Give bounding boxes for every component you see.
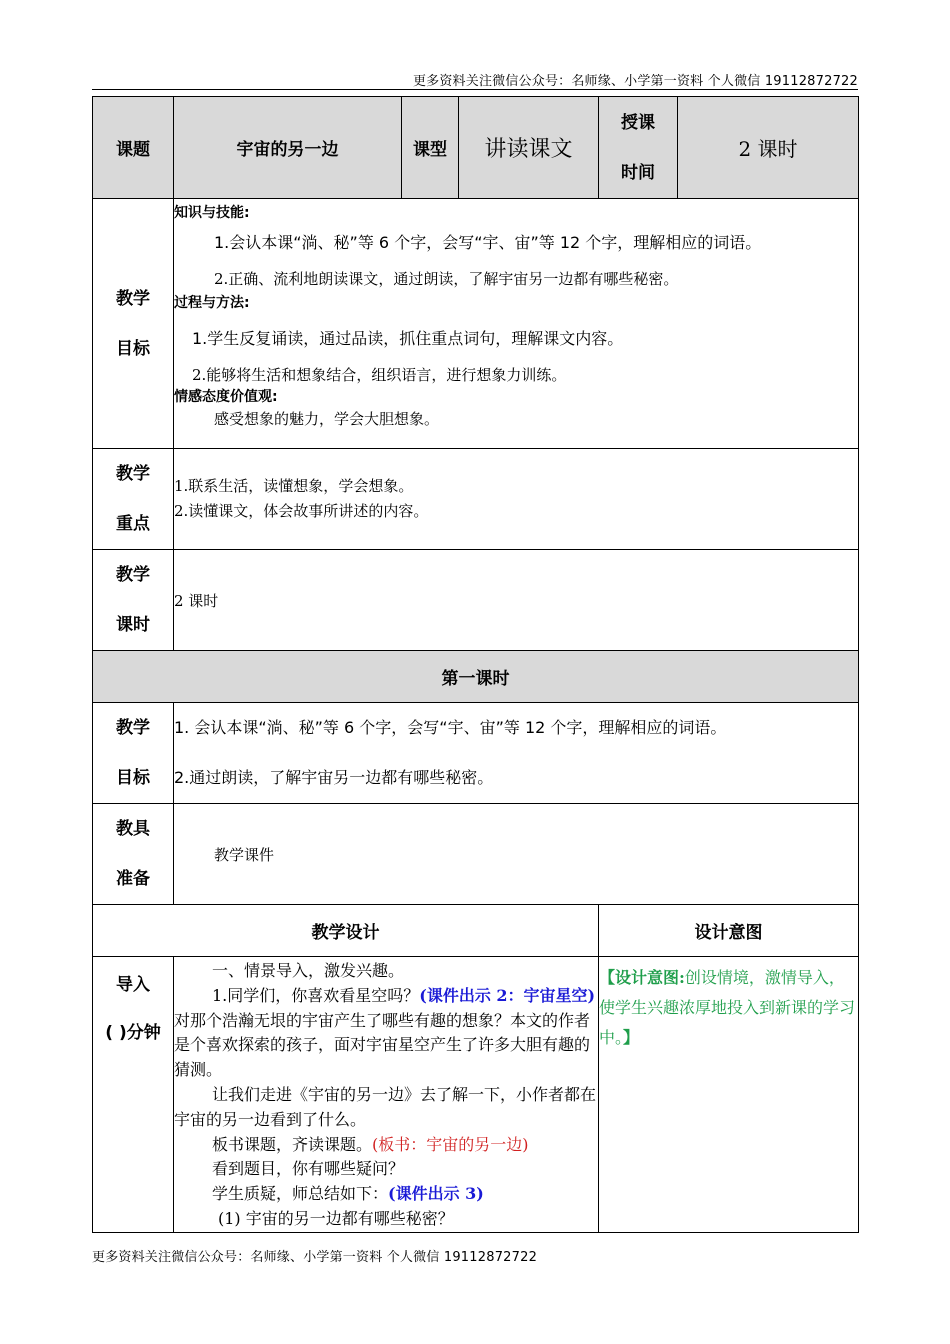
lesson-one-goal-1: 1. 会认本课“淌、秘”等 6 个字，会写“宇、宙”等 12 个字，理解相应的词语。 bbox=[174, 718, 727, 737]
intro-row bbox=[93, 957, 859, 1233]
intro-p4-a: 板书课题，齐读课题。 bbox=[212, 1134, 373, 1154]
tools-value: 教学课件 bbox=[214, 845, 275, 864]
goals-label-cell bbox=[93, 199, 174, 449]
lesson-one-goals-label-cell bbox=[93, 703, 174, 804]
intent-content bbox=[599, 957, 859, 1233]
intro-p6-a: 学生质疑，师总结如下： bbox=[212, 1184, 389, 1204]
hours-label-2: 课时 bbox=[116, 615, 150, 635]
design-header-row bbox=[93, 905, 859, 957]
intro-p2-c: 对那个浩瀚无垠的宇宙产生了哪些有趣的想象？本文的作者是个喜欢探索的孩子，面对宇宙星空产生了许多大胆有趣的猜测。 bbox=[174, 1010, 591, 1080]
header-rule bbox=[92, 89, 858, 90]
intent-end: 】 bbox=[623, 1028, 640, 1047]
key-points-label-2: 重点 bbox=[116, 514, 150, 534]
design-col-1: 教学设计 bbox=[311, 923, 380, 943]
key-point-2: 2.读懂课文，体会故事所讲述的内容。 bbox=[174, 502, 429, 520]
lesson-one-goals-content bbox=[174, 703, 859, 804]
topic-label: 课题 bbox=[116, 140, 150, 160]
intro-p4 bbox=[174, 1133, 598, 1158]
lesson-one-goal-2: 2.通过朗读，了解宇宙另一边都有哪些秘密。 bbox=[174, 768, 494, 787]
hours-content bbox=[174, 550, 859, 651]
lesson-one-goals-label-1: 教学 bbox=[116, 718, 150, 738]
design-col-2: 设计意图 bbox=[694, 923, 763, 943]
intro-label-2: ( )分钟 bbox=[105, 1023, 161, 1043]
intent-label: 【设计意图: bbox=[599, 968, 685, 987]
key-points-row bbox=[93, 449, 859, 550]
key-points-label-1: 教学 bbox=[116, 464, 150, 484]
hours-value: 2 课时 bbox=[174, 591, 219, 610]
tools-label-cell bbox=[93, 804, 174, 905]
process-item-2: 2.能够将生活和想象结合，组织语言，进行想象力训练。 bbox=[192, 366, 567, 384]
intro-p6-b: (课件出示 3) bbox=[388, 1184, 484, 1204]
knowledge-item-2: 2.正确、流利地朗读课文，通过朗读，了解宇宙另一边都有哪些秘密。 bbox=[214, 270, 679, 288]
attitude-item-1: 感受想象的魅力，学会大胆想象。 bbox=[214, 410, 440, 428]
design-col-1-cell bbox=[93, 905, 599, 957]
footer-note: 更多资料关注微信公众号：名师缘、小学第一资料 个人微信 19112872722 bbox=[92, 1250, 538, 1265]
tools-content bbox=[174, 804, 859, 905]
key-points-content bbox=[174, 449, 859, 550]
intro-p2-a: 1.同学们，你喜欢看星空吗？ bbox=[212, 985, 420, 1005]
type-value: 讲读课文 bbox=[484, 137, 573, 162]
lesson-one-goals-row bbox=[93, 703, 859, 804]
goals-row bbox=[93, 199, 859, 449]
intro-p4-b: (板书：宇宙的另一边) bbox=[372, 1134, 529, 1154]
process-item-1: 1.学生反复诵读，通过品读，抓住重点词句，理解课文内容。 bbox=[192, 329, 624, 348]
intro-p5: 看到题目，你有哪些疑问？ bbox=[212, 1159, 405, 1179]
intro-p1: 一、情景导入，激发兴趣。 bbox=[212, 961, 405, 980]
goals-label-2: 目标 bbox=[116, 338, 150, 359]
intro-label-1: 导入 bbox=[116, 975, 150, 995]
key-point-1: 1.联系生活，读懂想象，学会想象。 bbox=[174, 477, 414, 495]
intro-p6 bbox=[174, 1182, 598, 1207]
lesson-plan-table bbox=[92, 96, 859, 1233]
key-points-label-cell bbox=[93, 449, 174, 550]
intent-text: 创设情境，激情导入，使学生兴趣浓厚地投入到新课的学习中。 bbox=[599, 968, 856, 1047]
lesson-one-title: 第一课时 bbox=[441, 669, 510, 689]
type-value-cell bbox=[459, 97, 599, 199]
tools-label-1: 教具 bbox=[116, 819, 150, 839]
topic-label-cell bbox=[93, 97, 174, 199]
header-note: 更多资料关注微信公众号：名师缘、小学第一资料 个人微信 19112872722 bbox=[412, 74, 858, 89]
time-label-cell bbox=[599, 97, 678, 199]
lesson-one-title-row bbox=[93, 651, 859, 703]
intro-label-cell bbox=[93, 957, 174, 1233]
hours-row bbox=[93, 550, 859, 651]
tools-row bbox=[93, 804, 859, 905]
type-label-cell bbox=[402, 97, 459, 199]
intro-p3: 让我们走进《宇宙的另一边》去了解一下，小作者都在宇宙的另一边看到了什么。 bbox=[174, 1084, 597, 1129]
overview-row bbox=[93, 97, 859, 199]
goals-content bbox=[174, 199, 859, 449]
process-heading: 过程与方法: bbox=[174, 295, 250, 311]
lesson-one-goals-label-2: 目标 bbox=[116, 768, 150, 788]
hours-label-1: 教学 bbox=[116, 565, 150, 585]
lesson-one-title-cell bbox=[93, 651, 859, 703]
intro-content bbox=[174, 957, 599, 1233]
intro-p2-b: (课件出示 2：宇宙星空) bbox=[419, 985, 596, 1005]
time-value: 2 课时 bbox=[738, 137, 798, 161]
time-value-cell bbox=[678, 97, 859, 199]
intro-p7: (1) 宇宙的另一边都有哪些秘密？ bbox=[218, 1208, 454, 1228]
goals-label-1: 教学 bbox=[116, 288, 150, 309]
time-label-2: 时间 bbox=[621, 162, 655, 183]
topic-value-cell bbox=[174, 97, 402, 199]
knowledge-item-1: 1.会认本课“淌、秘”等 6 个字，会写“宇、宙”等 12 个字，理解相应的词语。 bbox=[214, 233, 762, 252]
design-col-2-cell bbox=[599, 905, 859, 957]
attitude-heading: 情感态度价值观: bbox=[174, 389, 278, 405]
type-label: 课型 bbox=[413, 140, 447, 160]
tools-label-2: 准备 bbox=[116, 869, 150, 889]
topic-value: 宇宙的另一边 bbox=[236, 140, 339, 160]
hours-label-cell bbox=[93, 550, 174, 651]
intro-p2 bbox=[174, 984, 598, 1083]
knowledge-heading: 知识与技能: bbox=[174, 205, 250, 221]
time-label-1: 授课 bbox=[621, 112, 655, 133]
